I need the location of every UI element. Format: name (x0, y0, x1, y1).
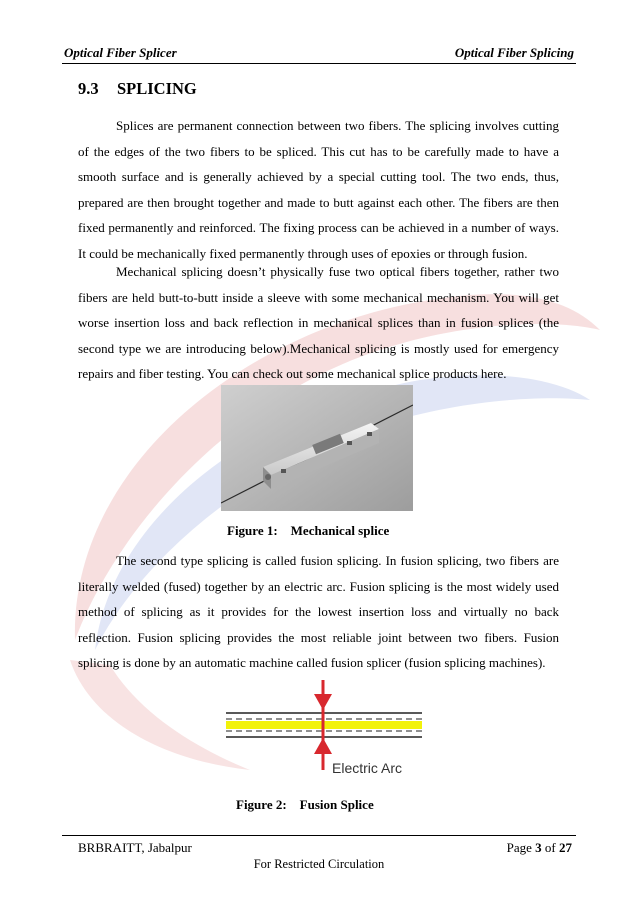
header-right: Optical Fiber Splicing (454, 45, 574, 60)
paragraph-1: Splices are permanent connection between two fibers. The splicing involves cutting of the edges of the two fibers to be spliced. This cut has to be carefully made to have a smooth surface and is generally achieved by a special cutting tool. The two ends, thus, prepared are then brought together and made to butt against each other. The fibers are then fixed permanently and reinforced. The fixing process can be achieved in a number of ways. It could be mechanically fixed permanently through uses of epoxies or through fusion. (78, 118, 559, 261)
page-prefix: Page (506, 840, 536, 855)
fusion-splice-diagram (226, 680, 422, 780)
page-of: of (541, 840, 559, 855)
figure-1-caption: Figure 1: Mechanical splice (227, 523, 390, 538)
paragraph-2: Mechanical splicing doesn’t physically fuse two optical fibers together, rather two fibers are held butt-to-butt inside a sleeve with some mechanical mechanism. You will get worse insertion loss and back reflection in mechanical splices than in fusion splices (the second type we are introducing below).Mechanical splicing is mostly used for emergency repairs and fiber testing. You can check out some mechanical splice products here. (78, 264, 559, 381)
circulation-note: For Restricted Circulation (253, 857, 385, 871)
electric-arc-label: Electric Arc (332, 760, 403, 776)
figure-2-caption: Figure 2: Fusion Splice (236, 797, 374, 812)
section-number: 9.3 (78, 79, 99, 98)
section-title: SPLICING (117, 79, 197, 98)
header-left: Optical Fiber Splicer (64, 45, 177, 60)
paragraph-3: The second type splicing is called fusion splicing. In fusion splicing, two fibers are literally welded (fused) together by an electric arc. Fusion splicing is the most widely used method of splicing as it provides for the lowest insertion loss and virtually no back reflection. Fusion splicing provides the most reliable joint between two fibers. Fusion splicing is done by an automatic machine called fusion splicer (fusion splicing machines). (78, 553, 559, 670)
page-total: 27 (559, 840, 572, 855)
page-footer (62, 835, 576, 856)
mechanical-splice-photo (221, 385, 413, 511)
page-number (507, 840, 572, 856)
page-header (62, 45, 576, 64)
section-heading (78, 79, 197, 99)
footer-organization: BRBRAITT, Jabalpur (78, 840, 192, 855)
page-current: 3 (535, 840, 542, 855)
